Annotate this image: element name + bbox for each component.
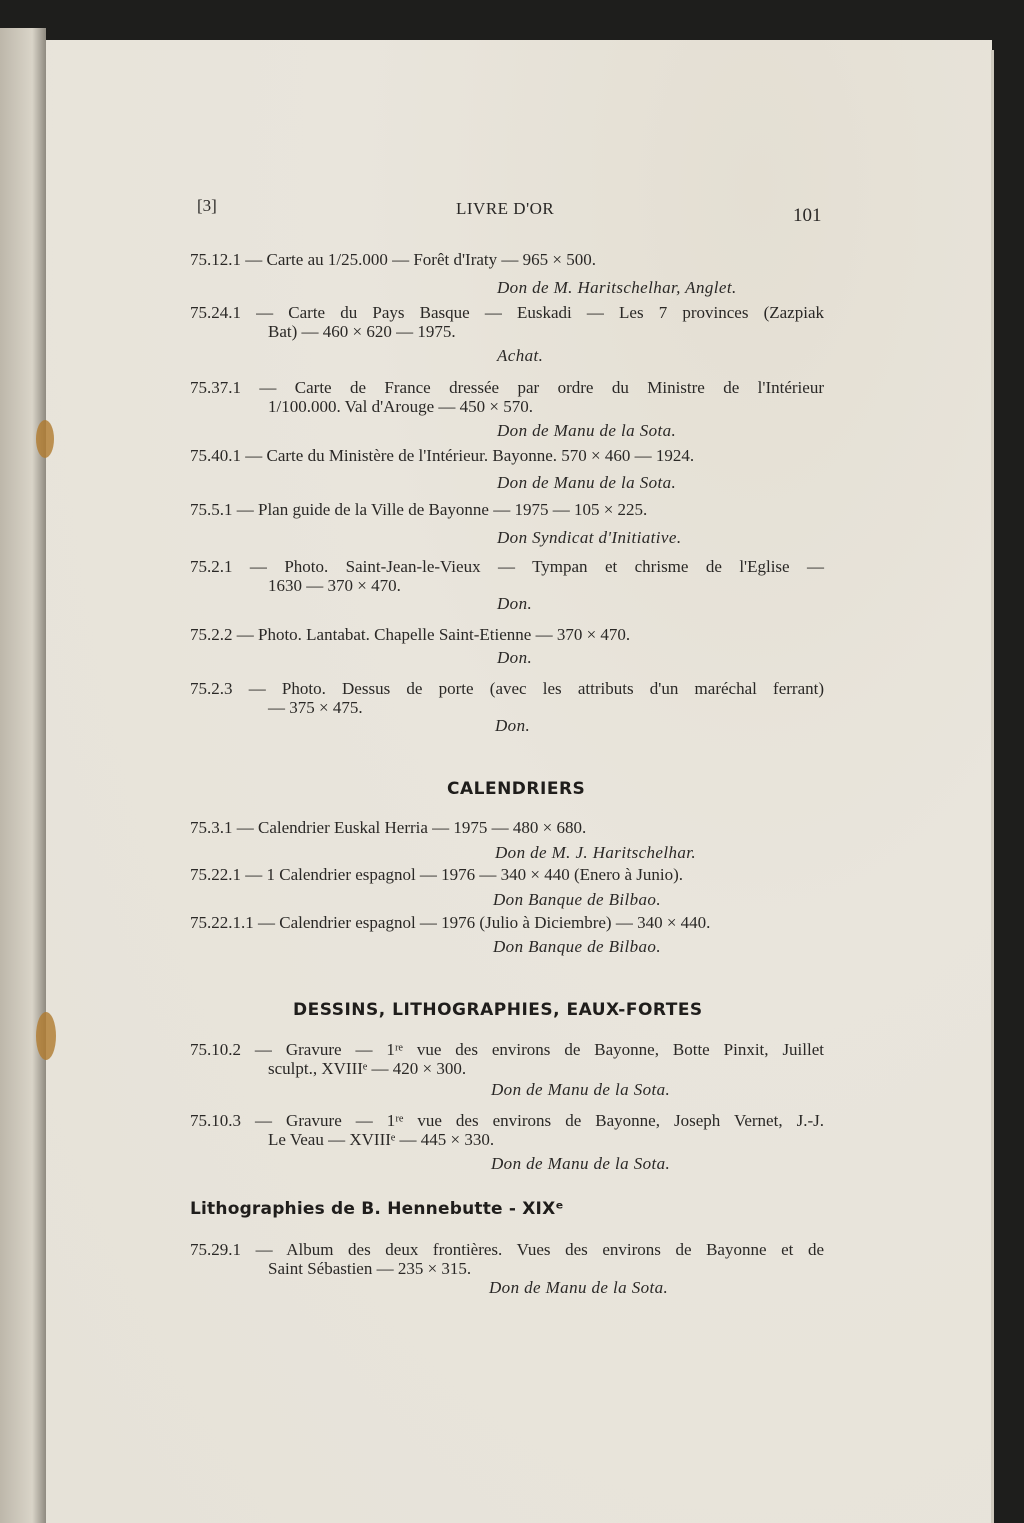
entry-text: 75.10.2 — Gravure — 1ʳᵉ vue des environs de Bayonne, Botte Pinxit, Juillet <box>190 1040 824 1059</box>
entry-text: Saint Sébastien — 235 × 315. <box>268 1259 472 1278</box>
running-title: LIVRE D'OR <box>456 199 555 218</box>
entry-text: Le Veau — XVIIIᵉ — 445 × 330. <box>268 1130 495 1149</box>
entry-text: 75.40.1 — Carte du Ministère de l'Intérieur. Bayonne. 570 × 460 — 1924. <box>190 446 695 465</box>
section-heading-dessins: DESSINS, LITHOGRAPHIES, EAUX-FORTES <box>293 1000 703 1020</box>
entry-text: 75.2.2 — Photo. Lantabat. Chapelle Saint-Etienne — 370 × 470. <box>190 625 631 644</box>
entry-text: 75.37.1 — Carte de France dressée par ordre du Ministre de l'Intérieur <box>190 378 824 397</box>
catalog-entry <box>190 625 824 644</box>
catalog-entry <box>190 679 824 717</box>
entry-donor: Achat. <box>497 346 544 365</box>
left-page-edge <box>0 28 46 1523</box>
entry-donor: Don. <box>497 594 533 613</box>
section-heading-calendriers: CALENDRIERS <box>447 779 586 799</box>
entry-donor: Don de Manu de la Sota. <box>491 1154 671 1173</box>
stain <box>36 1012 56 1060</box>
entry-text: 75.10.3 — Gravure — 1ʳᵉ vue des environs de Bayonne, Joseph Vernet, J.-J. <box>190 1111 824 1130</box>
stain <box>36 420 54 458</box>
entry-donor: Don de M. J. Haritschelhar. <box>495 843 697 862</box>
subheading-lithographies: Lithographies de B. Hennebutte - XIXᵉ <box>190 1199 564 1219</box>
entry-donor: Don Banque de Bilbao. <box>493 890 661 909</box>
page-edge <box>991 50 994 1523</box>
entry-text: 1/100.000. Val d'Arouge — 450 × 570. <box>268 397 533 416</box>
entry-text: 75.29.1 — Album des deux frontières. Vues des environs de Bayonne et de <box>190 1240 824 1259</box>
catalog-entry <box>190 446 824 465</box>
page-number: 101 <box>793 205 822 226</box>
catalog-entry <box>190 1240 824 1278</box>
entry-donor: Don de Manu de la Sota. <box>489 1278 669 1297</box>
entry-text: 75.22.1 — 1 Calendrier espagnol — 1976 — 340 × 440 (Enero à Junio). <box>190 865 684 884</box>
catalog-entry <box>190 303 824 341</box>
catalog-entry <box>190 913 824 932</box>
entry-text: Bat) — 460 × 620 — 1975. <box>268 322 456 341</box>
catalog-entry <box>190 250 824 269</box>
entry-donor: Don Banque de Bilbao. <box>493 937 661 956</box>
catalog-entry <box>190 865 824 884</box>
catalog-entry <box>190 818 824 837</box>
entry-donor: Don de M. Haritschelhar, Anglet. <box>497 278 737 297</box>
entry-donor: Don Syndicat d'Initiative. <box>497 528 682 547</box>
entry-donor: Don de Manu de la Sota. <box>497 421 677 440</box>
entry-text: 75.24.1 — Carte du Pays Basque — Euskadi — Les 7 provinces (Zazpiak <box>190 303 824 322</box>
entry-donor: Don. <box>497 648 533 667</box>
entry-text: 75.22.1.1 — Calendrier espagnol — 1976 (Julio à Diciembre) — 340 × 440. <box>190 913 711 932</box>
entry-text: 75.2.3 — Photo. Dessus de porte (avec les attributs d'un maréchal ferrant) <box>190 679 824 698</box>
catalog-entry <box>190 557 824 595</box>
entry-text: 75.2.1 — Photo. Saint-Jean-le-Vieux — Tympan et chrisme de l'Eglise — <box>190 557 824 576</box>
catalog-entry <box>190 500 824 519</box>
entry-donor: Don. <box>495 716 531 735</box>
section-number: [3] <box>197 196 217 215</box>
entry-text: 75.12.1 — Carte au 1/25.000 — Forêt d'Iraty — 965 × 500. <box>190 250 596 269</box>
entry-text: sculpt., XVIIIᵉ — 420 × 300. <box>268 1059 467 1078</box>
entry-donor: Don de Manu de la Sota. <box>497 473 677 492</box>
entry-donor: Don de Manu de la Sota. <box>491 1080 671 1099</box>
catalog-entry <box>190 378 824 416</box>
entry-text: 75.3.1 — Calendrier Euskal Herria — 1975 — 480 × 680. <box>190 818 587 837</box>
catalog-entry <box>190 1111 824 1149</box>
entry-text: 75.5.1 — Plan guide de la Ville de Bayonne — 1975 — 105 × 225. <box>190 500 648 519</box>
catalog-entry <box>190 1040 824 1078</box>
entry-text: — 375 × 475. <box>268 698 363 717</box>
entry-text: 1630 — 370 × 470. <box>268 576 401 595</box>
